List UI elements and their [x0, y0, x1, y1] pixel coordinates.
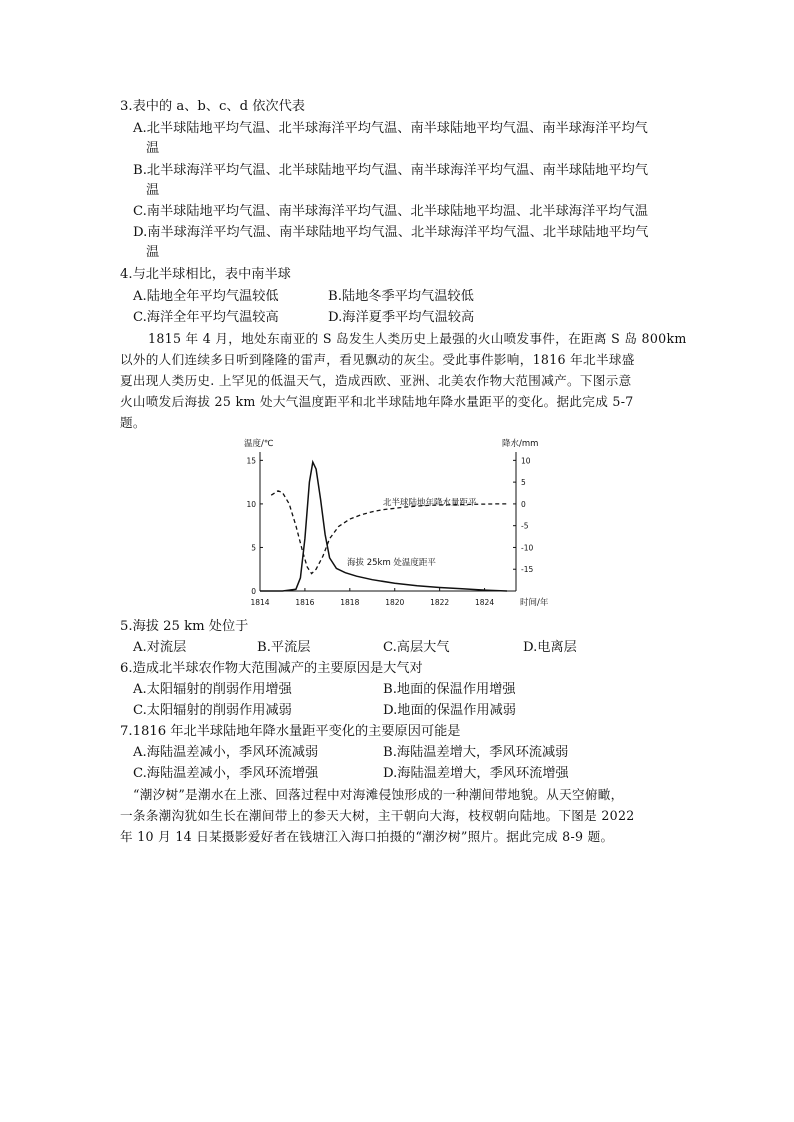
chart-svg	[238, 434, 556, 612]
passage-1-line-2: 以外的人们连续多日听到隆隆的雷声，看见飘动的灰尘。受此事件影响，1816 年北半球盛	[120, 352, 635, 367]
question-4-option-d: D.海洋夏季平均气温较高	[328, 310, 475, 325]
question-6-option-c: C.太阳辐射的削弱作用减弱	[133, 703, 292, 718]
question-3-option-b-line1: B.北半球海洋平均气温、北半球陆地平均气温、南半球海洋平均气温、南半球陆地平均气	[133, 163, 649, 178]
question-4-option-c: C.海洋全年平均气温较高	[133, 310, 279, 325]
question-6-option-a: A.太阳辐射的削弱作用增强	[133, 682, 292, 697]
temperature-anomaly-line	[260, 462, 507, 591]
volcano-anomaly-chart	[238, 434, 556, 612]
x-tick-label: 1814	[250, 598, 270, 607]
question-3-option-b-line2: 温	[146, 183, 160, 198]
x-tick-label: 1820	[385, 598, 405, 607]
precip-series-label: 北半球陆地年降水量距平	[383, 498, 477, 508]
right-y-axis-title: 降水/mm	[502, 439, 539, 449]
x-tick-label: 1816	[295, 598, 315, 607]
question-6-option-b: B.地面的保温作用增强	[383, 682, 516, 697]
right-y-tick-label: 0	[521, 499, 526, 509]
right-y-tick-label: -5	[521, 521, 529, 531]
passage-1-line-3: 夏出现人类历史. 上罕见的低温天气，造成西欧、亚洲、北美农作物大范围减产。下图示意	[120, 373, 632, 388]
passage-1-line-4: 火山喷发后海拔 25 km 处大气温度距平和北半球陆地年降水量距平的变化。据此完成 5-7	[120, 394, 634, 409]
temp-series-label: 海拔 25km 处温度距平	[347, 558, 436, 568]
question-3-stem: 3.表中的 a、b、c、d 依次代表	[120, 99, 305, 114]
left-y-tick-label: 15	[246, 456, 256, 466]
passage-1-line-1: 1815 年 4 月，地处东南亚的 S 岛发生人类历史上最强的火山喷发事件，在距离 S 岛 800km	[148, 331, 687, 346]
question-7-option-c: C.海陆温差减小，季风环流增强	[133, 766, 319, 781]
left-y-axis-title: 温度/℃	[244, 439, 274, 449]
question-5-option-c: C.高层大气	[383, 640, 450, 655]
left-y-tick-label: 5	[251, 543, 256, 553]
question-5-option-d: D.电离层	[523, 640, 577, 655]
x-tick-label: 1818	[340, 598, 360, 607]
left-y-tick-label: 0	[251, 587, 256, 596]
right-y-tick-label: -10	[521, 543, 534, 553]
x-tick-label: 1822	[430, 598, 450, 607]
passage-2-line-3: 年 10 月 14 日某摄影爱好者在钱塘江入海口拍摄的“潮汐树”照片。据此完成 8-9 题。	[120, 829, 614, 844]
right-y-tick-label: 5	[521, 478, 526, 488]
question-7-stem: 7.1816 年北半球陆地年降水量距平变化的主要原因可能是	[120, 724, 461, 739]
question-3-option-a-line1: A.北半球陆地平均气温、北半球海洋平均气温、南半球陆地平均气温、南半球海洋平均气	[133, 121, 648, 136]
question-5-option-b: B.平流层	[257, 640, 311, 655]
question-3-option-a-line2: 温	[146, 141, 160, 156]
question-5-option-a: A.对流层	[133, 640, 187, 655]
passage-1-line-5: 题。	[120, 415, 146, 430]
right-y-tick-label: -15	[521, 565, 534, 575]
question-7-option-b: B.海陆温差增大，季风环流减弱	[383, 745, 569, 760]
question-7-option-a: A.海陆温差减小，季风环流减弱	[133, 745, 319, 760]
tick-group	[246, 456, 533, 607]
x-axis-title: 时间/年	[520, 598, 549, 608]
question-7-option-d: D.海陆温差增大，季风环流增强	[383, 766, 569, 781]
question-3-option-d-line1: D.南半球海洋平均气温、南半球陆地平均气温、北半球海洋平均气温、北半球陆地平均气	[133, 225, 649, 240]
question-3-option-c: C.南半球陆地平均气温、南半球海洋平均气温、北半球陆地平均温、北半球海洋平均气温	[133, 204, 648, 219]
question-4-option-b: B.陆地冬季平均气温较低	[328, 289, 474, 304]
passage-2-line-2: 一条条潮沟犹如生长在潮间带上的参天大树，主干朝向大海，枝杈朝向陆地。下图是 2022	[120, 808, 635, 823]
question-6-option-d: D.地面的保温作用减弱	[383, 703, 516, 718]
right-y-tick-label: 10	[521, 456, 531, 466]
passage-2-line-1: “潮汐树”是潮水在上涨、回落过程中对海滩侵蚀形成的一种潮间带地貌。从天空俯瞰，	[133, 787, 624, 802]
question-5-stem: 5.海拔 25 km 处位于	[120, 619, 249, 634]
question-6-stem: 6.造成北半球农作物大范围减产的主要原因是大气对	[120, 661, 423, 676]
left-y-tick-label: 10	[246, 499, 256, 509]
question-4-stem: 4.与北半球相比，表中南半球	[120, 267, 291, 282]
question-4-option-a: A.陆地全年平均气温较低	[133, 289, 279, 304]
question-3-option-d-line2: 温	[146, 245, 160, 260]
x-tick-label: 1824	[475, 598, 495, 607]
series-group	[260, 462, 507, 591]
